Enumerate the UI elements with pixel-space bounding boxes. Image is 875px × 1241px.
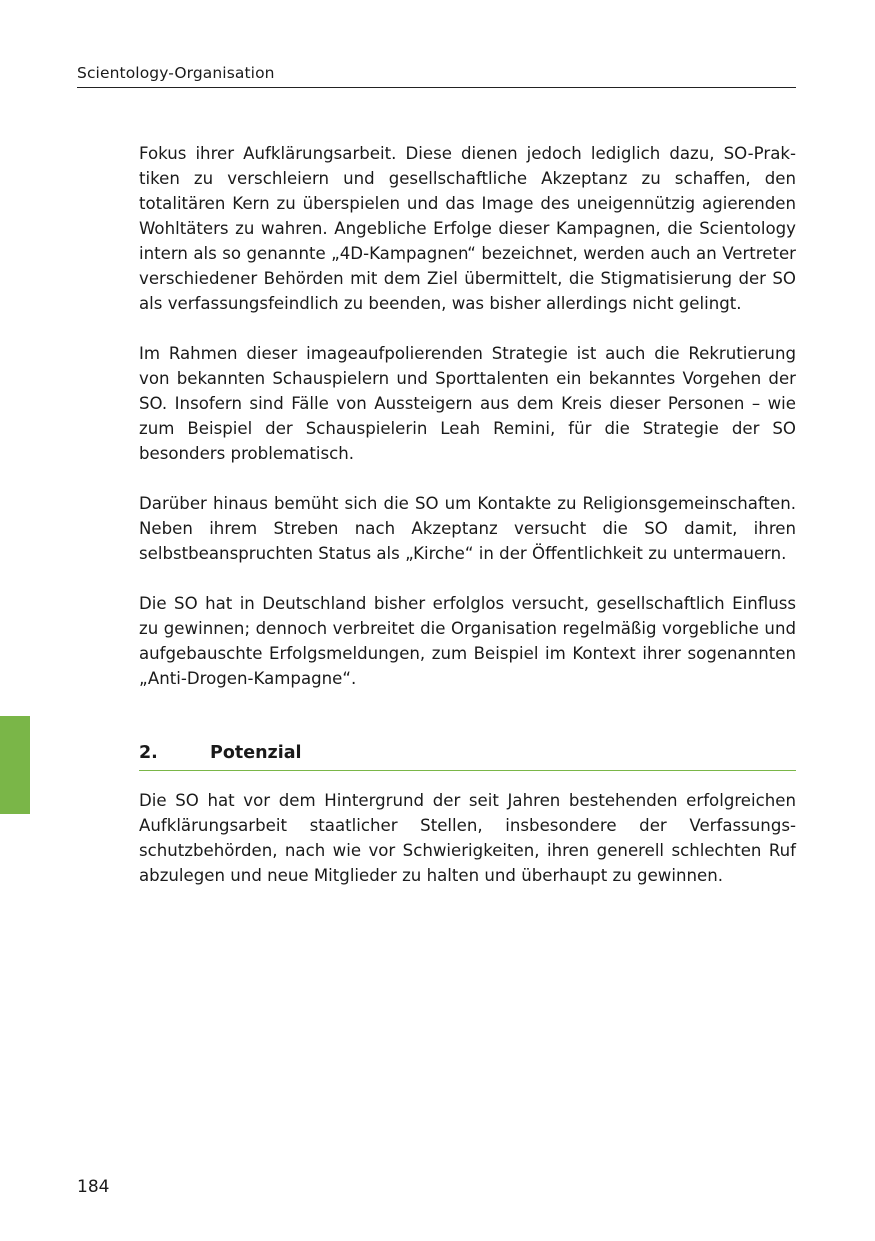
running-header: Scientology-Organisation <box>77 62 796 88</box>
page-body <box>139 141 796 913</box>
page-number: 184 <box>77 1177 110 1197</box>
chapter-tab-marker <box>0 716 30 814</box>
body-paragraph: Im Rahmen dieser imageaufpolierenden Strategie ist auch die Rekrutierung von bekannten Schauspielern und Sporttalenten ein bekanntes Vorgehen der SO. Insofern sind Fälle von Aussteigern aus dem Kreis dieser Personen – wie zum Beispiel der Schauspielerin Leah Remini, für die Strategie der SO besonders problematisch. <box>139 344 796 463</box>
body-paragraph: Die SO hat in Deutschland bisher erfolglos versucht, gesellschaftlich Einfluss zu gewinnen; dennoch verbreitet die Organisation regelmäßig vorgebliche und aufgebauschte Erfolgsmeldungen, zum Beispiel im Kontext ihrer sogenannten „Anti-Drogen-Kampagne“. <box>139 594 796 688</box>
section-title: Potenzial <box>210 743 302 763</box>
section-number: 2. <box>139 743 158 763</box>
body-paragraph: Fokus ihrer Aufklärungsarbeit. Diese dienen jedoch lediglich dazu, SO-Praktiken zu verschleiern und gesellschaftliche Akzeptanz zu schaffen, den totalitären Kern zu überspielen und das Image des uneigennützig agierenden Wohltäters zu wahren. Angebliche Erfolge dieser Kampagnen, die Scientology intern als so genannte „4D-Kampagnen“ bezeichnet, werden auch an Vertreter verschiedener Behörden mit dem Ziel übermittelt, die Stigmatisierung der SO als verfassungsfeindlich zu beenden, was bisher allerdings nicht gelingt. <box>139 144 796 313</box>
section-paragraph: Die SO hat vor dem Hintergrund der seit Jahren bestehenden erfolgreichen Aufklärungsarbeit staatlicher Stellen, insbesondere der Verfassungsschutzbehörden, nach wie vor Schwierigkeiten, ihren generell schlechten Ruf abzulegen und neue Mitglieder zu halten und überhaupt zu gewinnen. <box>139 791 796 885</box>
section-heading <box>139 741 796 771</box>
body-paragraph: Darüber hinaus bemüht sich die SO um Kontakte zu Religionsgemeinschaften. Neben ihrem Streben nach Akzeptanz versucht die SO damit, ihren selbstbeanspruchten Status als „Kirche“ in der Öffentlichkeit zu untermauern. <box>139 494 796 563</box>
